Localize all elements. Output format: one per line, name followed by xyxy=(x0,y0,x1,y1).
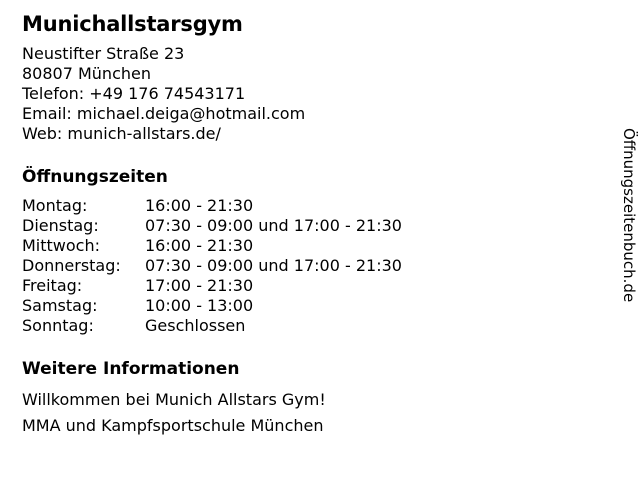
hours-time-value: 07:30 - 09:00 und 17:00 - 21:30 xyxy=(145,216,402,235)
hours-day-label: Sonntag: xyxy=(22,316,94,335)
hours-row-sunday xyxy=(22,316,600,336)
email-value-link[interactable]: michael.deiga@hotmail.com xyxy=(76,104,306,123)
hours-row-thursday xyxy=(22,256,600,276)
hours-time-value: 10:00 - 13:00 xyxy=(145,296,254,315)
oeffnungszeitenbuch-watermark-link[interactable]: Öffnungszeitenbuch.de xyxy=(620,128,638,303)
info-block xyxy=(22,387,600,439)
hours-row-tuesday xyxy=(22,216,600,236)
address-city: 80807 München xyxy=(22,64,151,83)
hours-day-label: Donnerstag: xyxy=(22,256,121,275)
opening-hours-table xyxy=(22,196,600,336)
email-label: Email: xyxy=(22,104,72,123)
info-description-line: MMA und Kampfsportschule München xyxy=(22,416,324,435)
hours-day-label: Mittwoch: xyxy=(22,236,100,255)
hours-day-label: Samstag: xyxy=(22,296,98,315)
info-welcome-line: Willkommen bei Munich Allstars Gym! xyxy=(22,390,326,409)
web-line xyxy=(22,124,600,144)
hours-time-value: 16:00 - 21:30 xyxy=(145,196,254,215)
hours-time-value: 16:00 - 21:30 xyxy=(145,236,254,255)
hours-row-saturday xyxy=(22,296,600,316)
hours-row-friday xyxy=(22,276,600,296)
web-label: Web: xyxy=(22,124,63,143)
opening-hours-heading: Öffnungszeiten xyxy=(22,167,168,187)
website-value-link[interactable]: munich-allstars.de/ xyxy=(67,124,221,143)
address-street: Neustifter Straße 23 xyxy=(22,44,185,63)
hours-row-monday xyxy=(22,196,600,216)
hours-time-value: 17:00 - 21:30 xyxy=(145,276,254,295)
hours-time-value: Geschlossen xyxy=(145,316,246,335)
email-line xyxy=(22,104,600,124)
phone-line xyxy=(22,84,600,104)
phone-label: Telefon: xyxy=(22,84,85,103)
phone-value: +49 176 74543171 xyxy=(89,84,246,103)
hours-time-value: 07:30 - 09:00 und 17:00 - 21:30 xyxy=(145,256,402,275)
hours-day-label: Dienstag: xyxy=(22,216,99,235)
business-name-title: Munichallstarsgym xyxy=(22,12,243,36)
more-info-heading: Weitere Informationen xyxy=(22,359,240,379)
hours-day-label: Montag: xyxy=(22,196,88,215)
hours-day-label: Freitag: xyxy=(22,276,83,295)
hours-row-wednesday xyxy=(22,236,600,256)
contact-block xyxy=(22,44,600,144)
